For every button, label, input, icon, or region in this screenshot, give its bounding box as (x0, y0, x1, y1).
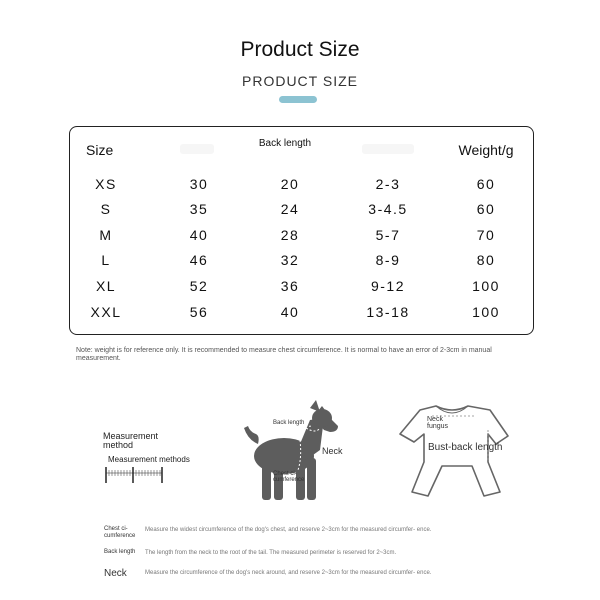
table-cell: 9-12 (370, 278, 406, 294)
table-cell: XXL (90, 304, 122, 320)
table-cell: 35 (189, 201, 209, 217)
table-cell: 5-7 (375, 227, 401, 243)
page-title: Product Size (240, 38, 360, 61)
table-cell: 100 (472, 278, 500, 294)
dog-chest-label: Chest ci- cumference (273, 471, 305, 483)
table-cell: 2-3 (375, 176, 401, 192)
page-subtitle: PRODUCT SIZE (242, 73, 358, 89)
table-cell: XS (95, 176, 117, 192)
table-cell: XL (95, 278, 117, 294)
definition-term-neck: Neck (104, 568, 127, 579)
dog-neck-label: Neck (322, 446, 343, 456)
table-cell: 30 (189, 176, 209, 192)
table-cell: 32 (280, 252, 300, 268)
table-cell: 52 (189, 278, 209, 294)
table-cell: 8-9 (375, 252, 401, 268)
accent-divider (279, 96, 317, 103)
blank-header-placeholder (180, 144, 214, 154)
definition-text-chest: Measure the widest circumference of the dog's chest, and reserve 2~3cm for the measured circumfer- ence. (145, 527, 432, 533)
table-cell: 80 (476, 252, 496, 268)
header-back-length: Back length (258, 138, 312, 149)
measurement-method-title: Measurement method (103, 431, 159, 450)
table-cell: 70 (476, 227, 496, 243)
garment-neck-label: Neck fungus (427, 416, 449, 430)
table-cell: 20 (280, 176, 300, 192)
table-cell: 60 (476, 201, 496, 217)
dog-back-length-label: Back length (273, 420, 305, 426)
table-cell: 40 (280, 304, 300, 320)
table-cell: L (101, 252, 111, 268)
definition-text-neck: Measure the circumference of the dog's neck around, and reserve 2~3cm for the measured circumfer- ence. (145, 570, 432, 576)
ruler-icon (105, 466, 163, 484)
definition-text-back-length: The length from the neck to the root of the tail. The measured perimeter is reserved for 2~3cm. (145, 550, 397, 556)
reference-note: Note: weight is for reference only. It is recommended to measure chest circumference. It is normal to have an error of 2-3cm in manual measurement. (76, 347, 492, 362)
definition-term-chest: Chest ci- cumference (104, 526, 136, 539)
definition-term-back-length: Back length (104, 549, 136, 555)
table-cell: 40 (189, 227, 209, 243)
measurement-methods-label: Measurement methods (108, 455, 190, 464)
table-cell: 46 (189, 252, 209, 268)
table-cell: 13-18 (366, 304, 410, 320)
table-cell: M (99, 227, 113, 243)
blank-header-placeholder (362, 144, 414, 154)
table-cell: 3-4.5 (368, 201, 408, 217)
header-size: Size (86, 142, 114, 158)
table-cell: 100 (472, 304, 500, 320)
table-cell: 56 (189, 304, 209, 320)
header-weight: Weight/g (458, 142, 514, 158)
garment-bust-back-label: Bust-back length (428, 442, 503, 453)
table-cell: 60 (476, 176, 496, 192)
table-cell: 24 (280, 201, 300, 217)
table-cell: S (100, 201, 112, 217)
table-cell: 36 (280, 278, 300, 294)
table-cell: 28 (280, 227, 300, 243)
